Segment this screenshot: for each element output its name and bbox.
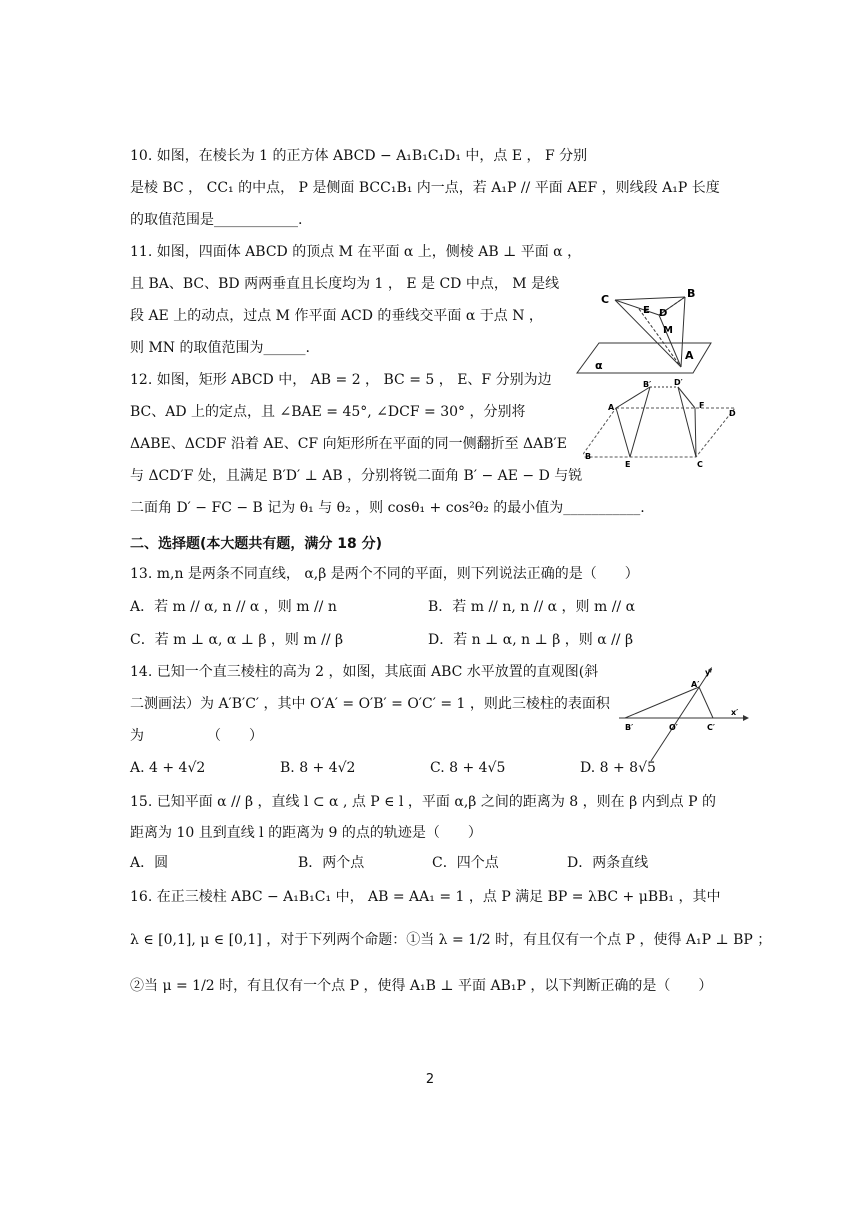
- q12-line-3: ΔABE、ΔCDF 沿着 AE、CF 向矩形所在平面的同一侧翻折至 ΔAB′E: [130, 436, 567, 452]
- figure-q12-folded-rectangle: [583, 377, 743, 469]
- q11-line-4: 则 MN 的取值范围为______.: [130, 340, 310, 356]
- q14-option-d: D. 8 + 8√5: [580, 760, 656, 776]
- fig14-label-x: x′: [731, 708, 739, 717]
- q15-option-c: C．四个点: [432, 855, 499, 871]
- fig12-label-e: E: [625, 460, 631, 469]
- section-2-heading: 二、选择题(本大题共有题，满分 18 分): [130, 536, 383, 552]
- fig14-label-a: A′: [691, 680, 700, 689]
- q12-line-2: BC、AD 上的定点，且 ∠BAE = 45°, ∠DCF = 30° ，分别将: [130, 404, 526, 420]
- q13-option-d: D．若 n ⊥ α, n ⊥ β ，则 α // β: [428, 632, 634, 648]
- fig12-label-d-prime: D′: [674, 378, 683, 387]
- fig12-label-c: C: [697, 460, 703, 469]
- fig14-label-o: O′: [669, 723, 678, 732]
- q12-line-4: 与 ΔCD′F 处，且满足 B′D′ ⊥ AB ，分别将锐二面角 B′ − AE − D 与锐: [130, 468, 583, 484]
- fig12-label-b: B: [585, 452, 592, 461]
- q11-line-2: 且 BA、BC、BD 两两垂直且长度均为 1 ， E 是 CD 中点， M 是线: [130, 276, 560, 292]
- q16-line-1: 16. 在正三棱柱 ABC − A₁B₁C₁ 中， AB = AA₁ = 1 ，点 P 满足 BP = λBC + μBB₁ ，其中: [130, 889, 721, 905]
- q13-stem: 13. m,n 是两条不同直线， α,β 是两个不同的平面，则下列说法正确的是（ ）: [130, 566, 639, 582]
- fig11-label-c: C: [601, 293, 610, 306]
- fig12-label-d: D: [729, 409, 736, 418]
- figure-q11-tetrahedron: [575, 285, 715, 377]
- fig11-label-d: D: [659, 308, 668, 319]
- fig14-label-b: B′: [625, 723, 634, 732]
- fig12-label-f: F: [699, 401, 705, 410]
- q14-option-c: C. 8 + 4√5: [430, 760, 506, 776]
- q13-option-b: B．若 m // n, n // α ，则 m // α: [428, 599, 636, 615]
- q16-line-2: λ ∈ [0,1], μ ∈ [0,1] ，对于下列两个命题：①当 λ = 1/2 时，有且仅有一个点 P ，使得 A₁P ⊥ BP ；: [130, 932, 772, 948]
- fig12-label-a: A: [608, 403, 615, 412]
- q15-line-1: 15. 已知平面 α // β ，直线 l ⊂ α , 点 P ∈ l ，平面 α,β 之间的距离为 8 ，则在 β 内到点 P 的: [130, 794, 716, 810]
- q15-option-a: A．圆: [130, 855, 169, 871]
- q10-line-1: 10. 如图，在棱长为 1 的正方体 ABCD − A₁B₁C₁D₁ 中，点 E ， F 分别: [130, 148, 588, 164]
- q12-line-1: 12. 如图，矩形 ABCD 中， AB = 2 ， BC = 5 ， E、F 分别为边: [130, 372, 552, 388]
- q10-line-3: 的取值范围是____________.: [130, 212, 303, 228]
- q16-line-3: ②当 μ = 1/2 时，有且仅有一个点 P ，使得 A₁B ⊥ 平面 AB₁P ，以下判断正确的是（ ）: [130, 978, 713, 994]
- fig14-label-c: C′: [707, 723, 715, 732]
- q13-option-a: A．若 m // α, n // α ，则 m // n: [130, 599, 337, 615]
- fig11-label-m: M: [663, 325, 673, 336]
- fig11-label-alpha: α: [595, 359, 603, 372]
- fig11-label-e: E: [643, 305, 650, 316]
- q14-line-2: 二测画法）为 A′B′C′ ，其中 O′A′ = O′B′ = O′C′ = 1 ，则此三棱柱的表面积: [130, 696, 610, 712]
- q13-option-c: C．若 m ⊥ α, α ⊥ β ，则 m // β: [130, 632, 344, 648]
- q11-line-3: 段 AE 上的动点，过点 M 作平面 ACD 的垂线交平面 α 于点 N ，: [130, 308, 543, 324]
- q15-option-d: D．两条直线: [567, 855, 649, 871]
- q14-option-b: B. 8 + 4√2: [280, 760, 356, 776]
- fig12-label-b-prime: B′: [643, 380, 652, 389]
- q11-line-1: 11. 如图，四面体 ABCD 的顶点 M 在平面 α 上，侧棱 AB ⊥ 平面 α ，: [130, 244, 582, 260]
- fig11-label-b: B: [687, 287, 696, 300]
- q14-line-3: 为 （ ）: [130, 728, 263, 744]
- figure-q14-oblique-view: [615, 663, 755, 763]
- fig14-label-y: y′: [705, 668, 713, 677]
- q15-option-b: B．两个点: [298, 855, 365, 871]
- q12-line-5: 二面角 D′ − FC − B 记为 θ₁ 与 θ₂ ，则 cosθ₁ + cos²θ₂ 的最小值为___________.: [130, 500, 645, 516]
- q14-line-1: 14. 已知一个直三棱柱的高为 2 ，如图，其底面 ABC 水平放置的直观图(斜: [130, 664, 599, 680]
- q14-option-a: A. 4 + 4√2: [130, 760, 206, 776]
- fig11-label-a: A: [685, 349, 694, 362]
- q15-line-2: 距离为 10 且到直线 l 的距离为 9 的点的轨迹是（ ）: [130, 825, 482, 841]
- q10-line-2: 是棱 BC ， CC₁ 的中点， P 是侧面 BCC₁B₁ 内一点，若 A₁P // 平面 AEF ，则线段 A₁P 长度: [130, 180, 720, 196]
- page-number: 2: [425, 1072, 435, 1087]
